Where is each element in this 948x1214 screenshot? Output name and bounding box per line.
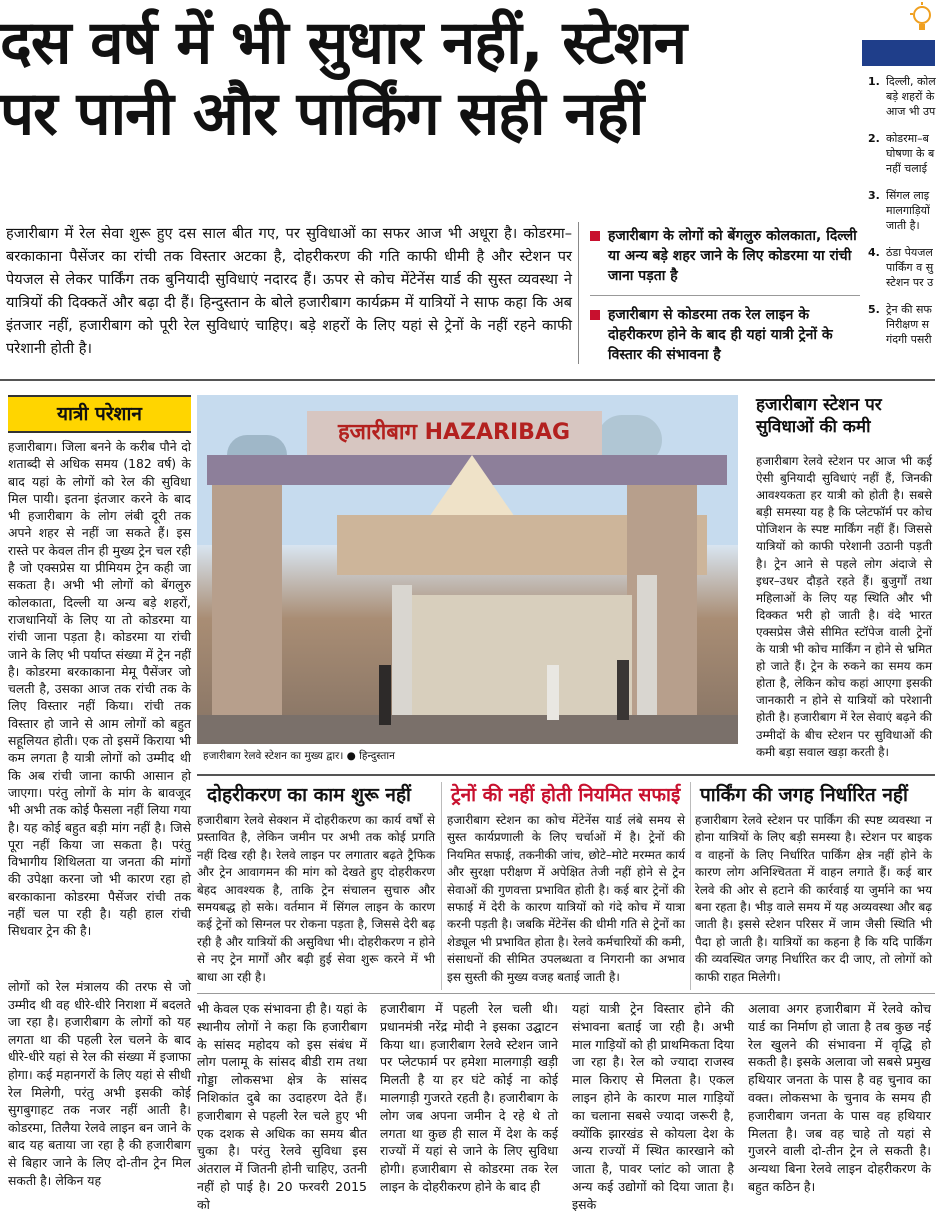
side-point-number: 4. — [868, 246, 880, 259]
side-point-text: ठंडा पेयजल — [886, 246, 933, 259]
section-body-parking: हजारीबाग रेलवे स्टेशन पर पार्किंग की स्पष्ट व्यवस्था न होना यात्रियों के लिए बड़ी समस्या है। स्टेशन पर बाइक व वाहनों के लिए निर्धारित पार्किंग क्षेत्र नहीं होने के कारण लोग अनिश्चितता में वाहन लगाते हैं। कई बार रेलवे की ओर से हटाने की कार्रवाई या जुर्माने का भय बना रहता है। भीड़ वाले समय में यह अव्यवस्था और बढ़ जाती है। इससे स्टेशन परिसर में जाम जैसी स्थिति भी पैदा हो जाती है। यात्रियों का कहना है कि यदि पार्किंग की व्यवस्थित जगह निर्धारित कर दी जाए, तो लोगों को काफी राहत मिलेगी। — [695, 813, 932, 984]
bottom-column-1: भी केवल एक संभावना ही है। यहां के स्थानीय लोगों ने कहा कि हजारीबाग के सांसद महोदय को इस संबंध में लोग पलामू के सांसद बीडी राम तथा गोड्डा लोकसभा क्षेत्र के सांसद निशिकांत दुबे का उदाहरण देते हैं। हजारीबाग से पहली रेल चले हुए भी एक दशक से अधिक का समय बीत चुका है। परंतु रेलवे सुविधा इस अंतराल में जितनी होनी चाहिए, उतनी नहीं हो पाई है। 20 फरवरी 2015 को — [197, 1001, 367, 1212]
side-point-line — [868, 104, 948, 119]
highlight-bullet-1 — [590, 226, 860, 286]
side-point-text: बड़े शहरों के — [886, 90, 935, 103]
left-column-text: हजारीबाग। जिला बनने के करीब पौने दो शताब्दी से अधिक समय (182 वर्ष) के बाद यहां के लोगों को रेल की सुविधा मिल पायी। इतना इंतजार करने के बाद भी हजारीबाग के लोग लंबी दूरी तक अपने शहर से नहीं जा सकते हैं। इस रास्ते पर केवल तीन ही मुख्य ट्रेन चल रही है जो एक्सप्रेस या प्रीमियम ट्रेन कही जा सकता है। अभी भी लोगों को बेंगलुरु कोलकाता, दिल्ली या अन्य बड़े शहरों, राजधानियों के लिए या तो कोडरमा या रांची जाना पड़ता है। कोडरमा या रांची जाने के लिए भी पर्याप्त संख्या में ट्रेन नहीं है। कोडरमा बरकाकाना मेमू पैसेंजर जो चलती है, उसका आज तक रांची तक के लिए विस्तार नहीं किया। रांची तक विस्तार हो जाने से आम लोगों को बहुत सहूलियत होती। एक तो इसमें किराया भी कम लगता है यात्री लोगों को उम्मीद थी कि अब रांची जाना काफी आसान हो जाएगा। परंतु लोगों के मांग के बावजूद भी अभी तक कोई फैसला नहीं लिया गया है। यह कोई बहुत बड़ी मांग नहीं है। जिसे पूरा नहीं किया जा सकता है। परंतु विभागीय शिथिलता या जनता की मांगों की उपेक्षा करना जो भी कारण रहा हो बरकाकाना कोडरमा पैसेंजर रांची तक नहीं चल पा रही है। यही हाल रांची सिधवार ट्रेन की है। — [8, 439, 191, 939]
section-divider — [197, 993, 935, 994]
column-divider — [690, 782, 691, 990]
right-column-title: हजारीबाग स्टेशन पर सुविधाओं की कमी — [756, 395, 882, 437]
side-point-text: दिल्ली, कोल — [886, 75, 936, 88]
side-point-text: आज भी उप — [886, 105, 936, 118]
side-point-text: गंदगी पसरी — [886, 333, 932, 346]
left-column-bottom-text: लोगों को रेल मंत्रालय की तरफ से जो उम्मीद थी वह धीरे-धीरे निराशा में बदलते जा रहा है। हजारीबाग के लोगों को यह लगता था की पहली रेल चलने के बाद धीरे-धीरे यहां से रेल की संख्या में इजाफा होगा। कई महानगरों के लिए यहां से सीधी रेल मिलेगी, परंतु अभी इसकी कोई सुगबुगाहट तक नजर नहीं आती है। कोडरमा, तिलैया रेलवे लाइन बन जाने के बाद यह बताया जा रहा है की हजारीबाग से बिहार जाने के लिए दो-तीन ट्रेन मिल सकती है। लेकिन यह — [8, 979, 191, 1188]
side-point-line — [868, 218, 948, 233]
side-point-text: घोषणा के ब — [886, 147, 935, 160]
section-divider — [197, 774, 935, 776]
section-divider — [0, 379, 935, 381]
headline-line-1: दस वर्ष में भी सुधार नहीं, स्टेशन — [0, 8, 687, 78]
side-point-line — [868, 275, 948, 290]
side-point-line — [868, 188, 948, 203]
bullet-divider — [590, 295, 860, 296]
section-body-doubling: हजारीबाग रेलवे सेक्शन में दोहरीकरण का कार्य वर्षों से प्रस्तावित है, लेकिन जमीन पर अभी तक कोई प्रगति नहीं दिख रही है। रेलवे लाइन पर लगातार बढ़ते ट्रैफिक और ट्रेन आवागमन की मांग को देखते हुए दोहरीकरण बेहद आवश्यक है, ताकि ट्रेन संचालन सुचारु और समयबद्ध हो सके। वर्तमान में सिंगल लाइन के कारण कई ट्रेनों को सिग्नल पर रोकना पड़ता है, जिससे देरी बढ़ रही है और यात्रियों की असुविधा भी। दोहरीकरण न होने से नए ट्रेन मार्गों और बढ़ी हुई सेवा शुरू करने में भी बाधा आ रही है। — [197, 813, 435, 984]
bottom-column-4: अलावा अगर हजारीबाग में रेलवे कोच यार्ड का निर्माण हो जाता है तब कुछ नई रेल खुलने की संभावना में वृद्धि हो सकती है। इसके अलावा जो सबसे प्रमुख हथियार जनता के पास है वह चुनाव का वक्त। लोकसभा के चुनाव के समय ही हजारीबाग जनता के पास वह हथियार मिलता है। जब वह चाहे तो यहां से गुजरने वाली दो-तीन ट्रेन ले सकती है। अन्यथा बिना रेलवे लाइन दोहरीकरण के बहुत कठिन है। — [748, 1001, 931, 1194]
side-point-line — [868, 74, 948, 89]
section-body-cleaning: हजारीबाग स्टेशन का कोच मेंटेनेंस यार्ड लंबे समय से सुस्त कार्यप्रणाली के लिए चर्चाओं में है। ट्रेनों की नियमित सफाई, तकनीकी जांच, छोटे–मोटे मरम्मत कार्य और सुरक्षा परीक्षण में अपेक्षित तेजी नहीं होने से ट्रेन सेवाओं की गुणवत्ता प्रभावित होती है। कई बार ट्रेनों की सफाई में देरी के कारण यात्रियों को गंदे कोच में यात्रा करनी पड़ती है। जबकि मेंटेनेंस की धीमी गति से ट्रेनों का शेड्यूल भी प्रभावित होता है। रेलवे कर्मचारियों की कमी, संसाधनों की सीमित उपलब्धता व निगरानी का अभाव इस सुस्ती की मुख्य वजह बताई जाती है। — [447, 813, 685, 984]
side-point-number: 2. — [868, 132, 880, 145]
side-point-text: कोडरमा–ब — [886, 132, 929, 145]
intro-divider — [578, 222, 579, 364]
side-point-line — [868, 302, 948, 317]
side-point-line — [868, 131, 948, 146]
side-point-text: निरीक्षण स — [886, 318, 930, 331]
bottom-column-3: यहां यात्री ट्रेन विस्तार होने की संभावना बताई जा रही है। अभी माल गाड़ियों को ही प्राथमिकता दिया जा रहा है। रेल को ज्यादा राजस्व माल किराए से मिलता है। एकल लाइन होने के कारण माल गाड़ियों का चलाना सबसे ज्यादा जरूरी है, क्योंकि झारखंड से कोयला देश के अन्य राज्यों में स्थित कारखाने को जाता है, पावर प्लांट को जाता है अन्य कई उद्योगों को दिया जाता है। इसके — [572, 1001, 734, 1212]
side-point-number: 1. — [868, 75, 880, 88]
headline — [0, 8, 860, 150]
tag-label: यात्री परेशान — [57, 403, 142, 425]
side-box-header-bar — [862, 40, 935, 66]
side-point-line — [868, 203, 948, 218]
side-point-line — [868, 146, 948, 161]
bullet-square-icon — [590, 231, 600, 241]
side-point-number: 5. — [868, 303, 880, 316]
intro-paragraph: हजारीबाग में रेल सेवा शुरू हुए दस साल बीत गए, पर सुविधाओं का सफर आज भी अधूरा है। कोडरमा–बरकाकाना पैसेंजर का रांची तक विस्तार अटका है, दोहरीकरण की गति काफी धीमी है और स्टेशन पर पेयजल से लेकर पार्किंग तक बुनियादी सुविधाएं नदारद हैं। ऊपर से कोच मेंटेनेंस यार्ड की सुस्त व्यवस्था ने यात्रियों की दिक्कतें और बढ़ा दी हैं। हिन्दुस्तान के बोले हजारीबाग कार्यक्रम में यात्रियों ने साफ कहा कि अब इंतजार नहीं, हजारीबाग को पूरी रेल सुविधाएं चाहिए। बड़े शहरों के लिए यहां से ट्रेनों के नहीं रहने काफी परेशानी होती है। — [6, 225, 572, 357]
side-point-line — [868, 260, 948, 275]
tag-box — [8, 395, 191, 433]
side-point-line — [868, 89, 948, 104]
side-point-line — [868, 161, 948, 176]
highlight-bullet-text: हजारीबाग से कोडरमा तक रेल लाइन के दोहरीकरण होने के बाद ही यहां यात्री ट्रेनों के विस्तार की संभावना है — [608, 307, 833, 363]
side-points-box — [862, 0, 935, 375]
section-title-parking: पार्किंग की जगह निर्धारित नहीं — [700, 784, 908, 806]
side-point-line — [868, 332, 948, 347]
photo-caption: हजारीबाग रेलवे स्टेशन का मुख्य द्वार। ● हिन्दुस्तान — [197, 744, 738, 768]
side-point-text: जाती है। — [886, 219, 920, 232]
side-point-number: 3. — [868, 189, 880, 202]
side-point-text: ट्रेन की सफ — [886, 303, 932, 316]
bulb-icon — [910, 2, 934, 36]
side-points-list — [868, 74, 948, 347]
headline-line-2: पर पानी और पार्किंग सही नहीं — [0, 79, 644, 149]
highlight-bullet-text: हजारीबाग के लोगों को बेंगलुरु कोलकाता, दिल्ली या अन्य बड़े शहर जाने के लिए कोडरमा या रांची जाना पड़ता है — [608, 228, 857, 284]
bullet-square-icon — [590, 310, 600, 320]
station-photo — [197, 395, 738, 768]
side-point-text: स्टेशन पर उ — [886, 276, 934, 289]
section-title-doubling: दोहरीकरण का काम शुरू नहीं — [207, 784, 411, 806]
highlight-bullet-2 — [590, 305, 860, 365]
side-point-text: पार्किंग व सु — [886, 261, 934, 274]
section-title-cleaning: ट्रेनों की नहीं होती नियमित सफाई — [451, 784, 681, 806]
right-column-text: हजारीबाग रेलवे स्टेशन पर आज भी कई ऐसी बुनियादी सुविधाएं नहीं हैं, जिनकी आवश्यकता हर यात्री को होती है। सबसे बड़ी समस्या यह है कि प्लेटफॉर्म पर कोच पोजिशन के स्पष्ट मार्किंग नहीं हैं। जिससे यात्रियों को काफी परेशानी उठानी पड़ती है। ट्रेन आने से पहले लोग अंदाजे से इधर–उधर दौड़ते रहते हैं। बुजुर्गों तथा महिलाओं के लिए यह स्थिति और भी दिक्कत भरी हो जाती है। वंदे भारत एक्सप्रेस जैसे सीमित स्टॉपेज वाली ट्रेनों के यात्री भी कोच मार्किंग न होने से भ्रमित हो जाते हैं। ट्रेन के रुकने का समय कम होता है, लेकिन कोच कहां आएगा इसकी जानकारी न होने से यात्रियों को परेशानी होती है। हजारीबाग में रेल सेवाएं बढ़ने की उम्मीदों के बीच स्टेशन पर सुविधाओं की कमी बड़ा सवाल खड़ा करती है। — [756, 454, 932, 759]
side-point-line — [868, 245, 948, 260]
bottom-column-2: हजारीबाग में पहली रेल चली थी। प्रधानमंत्री नरेंद्र मोदी ने इसका उद्घाटन किया था। हजारीबाग रेलवे स्टेशन जाने पर प्लेटफार्म पर हमेशा मालगाड़ी खड़ी मिलती है या हर घंटे कोई ना कोई मालगाड़ी गुजरते रहती है। हजारीबाग के लोग जब अपना जमीन दे रहे थे तो लगता था कुछ ही साल में देश के कई राज्यों में यहां से जाने के लिए सुविधा होगी। हजारीबाग से कोडरमा तक रेल लाइन के दोहरीकरण होने के बाद ही — [380, 1001, 558, 1194]
side-point-line — [868, 317, 948, 332]
side-point-text: सिंगल लाइ — [886, 189, 930, 202]
side-point-text: नहीं चलाई — [886, 162, 927, 175]
column-divider — [441, 782, 442, 990]
station-signboard: हजारीबाग HAZARIBAG — [337, 420, 571, 445]
side-point-text: मालगाड़ियों — [886, 204, 930, 217]
